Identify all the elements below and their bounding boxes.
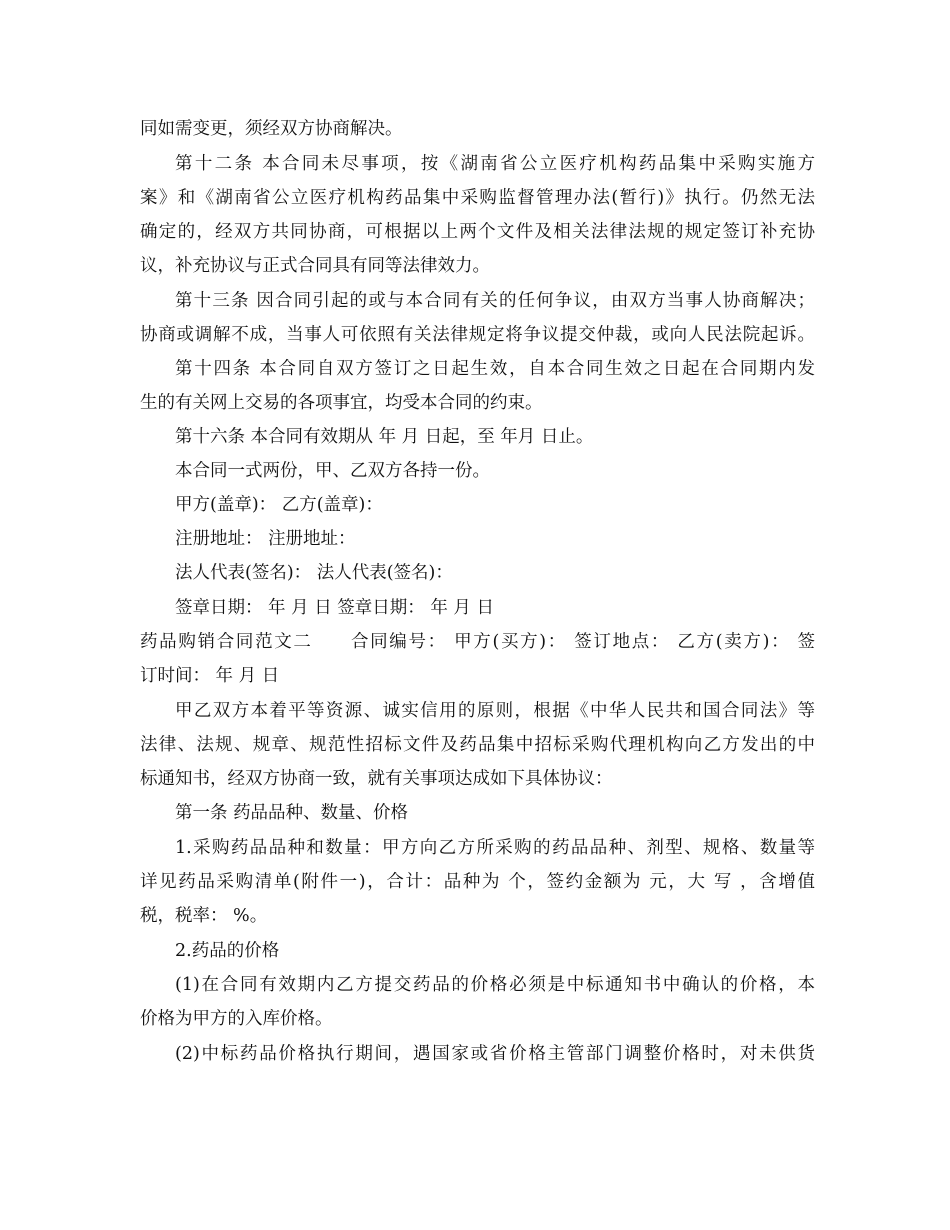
text-line: 案》和《湖南省公立医疗机构药品集中采购监督管理办法(暂行)》执行。仍然无法 [140,188,815,208]
text-line: 标通知书，经双方协商一致，就有关事项达成如下具体协议： [140,769,613,789]
text-line: 价格为甲方的入库价格。 [140,1009,333,1029]
text-line: 税，税率： %。 [140,906,268,926]
text-line: 甲乙双方本着平等资源、诚实信用的原则，根据《中华人民共和国合同法》等 [175,701,815,721]
text-line: 1.采购药品品种和数量：甲方向乙方所采购的药品品种、剂型、规格、数量等 [175,838,815,858]
text-line: 第十二条 本合同未尽事项，按《湖南省公立医疗机构药品集中采购实施方 [175,154,815,174]
text-line: 甲方(盖章)： 乙方(盖章)： [175,495,383,515]
text-line: 议，补充协议与正式合同具有同等法律效力。 [140,256,490,276]
text-line: 详见药品采购清单(附件一)，合计：品种为 个，签约金额为 元，大 写 ，含增值 [140,872,815,892]
text-line: 本合同一式两份，甲、乙双方各持一份。 [175,461,490,481]
text-line: 确定的，经双方共同协商，可根据以上两个文件及相关法律法规的规定签订补充协 [140,222,815,242]
text-line: 第十六条 本合同有效期从 年 月 日起，至 年月 日止。 [175,427,594,447]
text-line: (2)中标药品价格执行期间，遇国家或省价格主管部门调整价格时，对未供货 [175,1044,815,1064]
text-line: 注册地址： 注册地址： [175,529,356,549]
text-line: 第一条 药品品种、数量、价格 [175,803,409,823]
text-line: 生的有关网上交易的各项事宜，均受本合同的约束。 [140,393,543,413]
text-line: 2.药品的价格 [175,941,280,961]
text-line: 法人代表(签名)： 法人代表(签名)： [175,563,453,583]
text-line: 第十三条 因合同引起的或与本合同有关的任何争议，由双方当事人协商解决； [175,291,815,311]
text-line: 第十四条 本合同自双方签订之日起生效，自本合同生效之日起在合同期内发 [175,359,815,379]
text-line: 协商或调解不成，当事人可依照有关法律规定将争议提交仲裁，或向人民法院起诉。 [140,325,815,345]
text-line: 药品购销合同范文二 合同编号： 甲方(买方)： 签订地点： 乙方(卖方)： 签 [140,632,815,652]
text-line: (1)在合同有效期内乙方提交药品的价格必须是中标通知书中确认的价格，本 [175,975,815,995]
text-line: 签章日期： 年 月 日 签章日期： 年 月 日 [175,598,494,618]
text-line: 订时间： 年 月 日 [140,666,280,686]
text-line: 法律、法规、规章、规范性招标文件及药品集中招标采购代理机构向乙方发出的中 [140,735,815,755]
text-line: 同如需变更，须经双方协商解决。 [140,119,403,139]
